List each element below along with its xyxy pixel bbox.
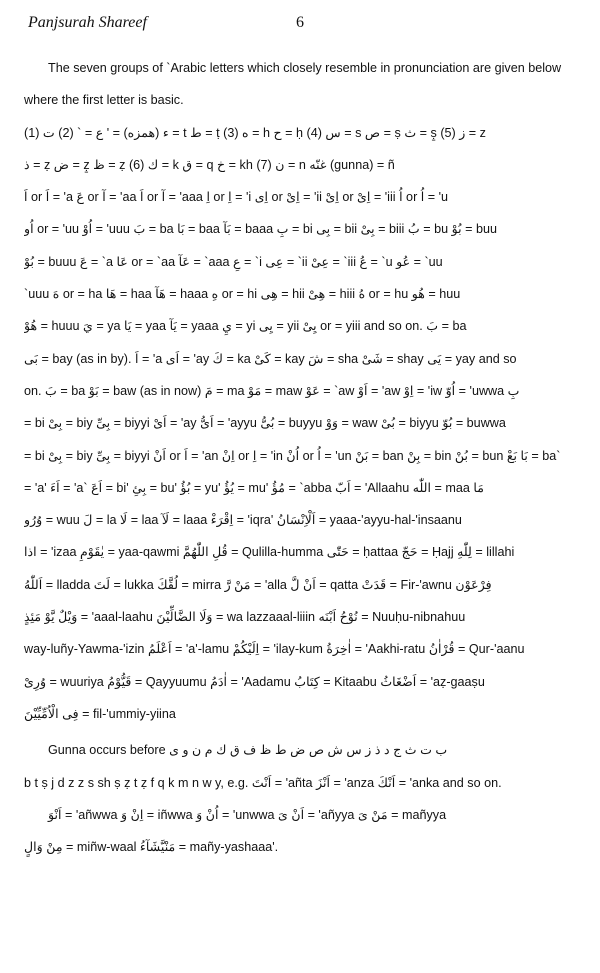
text-line: on. بَ = ba بَوْ = baw (as in now) مَ = ma مَوْ = maw عَوْ = `aw اَوْ = 'aw اِوْ = 'iw اُوّ = 'uwwa بِ [24, 383, 520, 398]
text-line: اَللّٰهُ = lladda لَتَ = lukka لُقَّكَ = mirra مَنْ رَّ = 'alla اَنْ لَّ = qatta قَدَتْ = Fir-'awnu فِرْعَوْن [24, 577, 492, 592]
text-line: = bi بِیْ = biy بِیِّ = biyyi اَنْ or اَ = 'an اِنْ or اِ = 'in اُنْ or اُ = 'un بَنْ = ban بِنْ = bin بُنْ = bun بَا بَعْ = ba` [24, 448, 561, 463]
text-line: where the first letter is basic. [24, 93, 184, 108]
text-line: Gunna occurs before ب ت ث ج د ذ ز س ش ص ض ط ظ ف ق ك م ن و ی [48, 743, 448, 758]
text-line: اَ or اَ = 'a عَ or آ = 'aa اَ or آ = 'aaa اِ or اِ = 'i اِی or اِیْ = 'ii اِیْ or اِیْ = 'iii اُ or اُ = 'u [24, 190, 449, 205]
text-line: بَی = bay (as in by). اَ = 'a اَی = 'ay كَ = ka كَیْ = kay شَ = sha شَیْ = shay يَی = yay and so [24, 351, 517, 366]
text-line: b t ṣ j d z z s sh ṣ ẓ t ẓ f q k m n w y, e.g. اَنْتَ = 'añta اَنْزَ = 'anza اَنْكَ = 'anka and so on. [24, 775, 502, 790]
page-header [28, 14, 578, 38]
text-line: فِی الْاُمِّيِّيْنَ = fil-'ummiy-yiina [24, 706, 176, 721]
text-line: اُو or = 'uu اُوْ = 'uuu بَ = ba بَا = baa بَآ = baaa بِ = bi بِی = bii بِیْ = biii بُ = bu بُوْ = buu [24, 222, 497, 237]
text-line: way-luñy-Yawma-'izin اَعْلَمُ = 'a'-lamu اِلَيْكُمْ = 'ilay-kum اٰخِرَةُ = 'Aakhi-ratu قُرْاٰنُ = Qur-'aanu [24, 642, 525, 657]
text-line: اَنْوَ = 'añwwa اِنْ وَ = iñwwa اُنْ وَ = 'unwwa اَنْ یَ = 'añyya مَنْ یَ = mañyya [48, 807, 447, 822]
text-line: وُرِیْ = wuuriya قَيُّوْمُ = Qayyuumu اٰدَمُ = 'Aadamu كِتَابُ = Kitaabu اَضْغَاثُ = 'aẓ-gaaṣu [24, 674, 485, 689]
text-line: وَيْلٌ يَّوْ مَئِذٍ = 'aaal-laahu وَلَا الضَّالِّيْنَ = wa lazzaaal-liiin نُوْحُ اَبْنَه = Nuuḥu-nibnahuu [24, 610, 466, 625]
text-line: (1) ء (همزه) = ' ع = ` (2) ت = t ط = ṭ (3) ه = h ح = ḥ (4) س = s ص = ṣ ث = ṣ̱ (5) ز = z [24, 125, 486, 140]
text-line: `uuu هَ or = ha هَا = haa هَآ = haaa هِ or = hi هِی = hii هِیْ = hiii هُ or = hu هُو = huu [24, 287, 461, 302]
text-line: The seven groups of `Arabic letters which closely resemble in pronunciation are given below [48, 61, 562, 75]
text-line: اذا = 'izaa يٰقَوْمِ = yaa-qawmi قُلِ اللّٰهُمَّ = Qulilla-humma حَتّٰى = ḥattaa حَجّ = Ḥajj لِلّٰهِ = lillahi [24, 545, 515, 560]
text-line: وُرُو = wuu لَ = la لَا = laa لَآ = laaa اِقْرَءْ = 'iqra' اَلْاِنْسَانُ = yaaa-'ayyu-hal-'insaanu [24, 513, 462, 528]
text-line: هُوْ = huuu يَ = ya يَا = yaa يَآ = yaaa يِ = yi يِی = yii يِیْ or = yiii and so on. بَ = ba [24, 319, 467, 334]
text-line: ذ = ẓ ض = ẓ̱ ظ = ẓ (6) ك = k ق = q خ = kh (7) ن = n غنّه (gunna) = ñ [24, 157, 395, 172]
running-title: Panjsurah Shareef [28, 14, 147, 31]
body-text [24, 52, 580, 863]
text-line: = 'a' اَءَ = 'a` اَعَ = bi' بِئِ = bu' بُؤُ = yu' يُؤُ = mu' مُؤُ = `abba اَبّ = 'Allaahu اللّٰه = maa مَا [24, 480, 484, 495]
page-number: 6 [296, 14, 304, 31]
text-line: بُوْ = buuu عَ = `a عَا or = `aa عَآ = `aaa عِ = `i عِی = `ii عِیْ = `iii عُ = `u عُو = `uu [24, 254, 443, 269]
text-line: مِنْ وَالٍ = miñw-waal مَنْيَّشَآءُ = mañy-yashaaa'. [24, 840, 279, 855]
text-line: = bi بِیْ = biy بِیِّ = biyyi اَیْ = 'ay اَیُّ = 'ayyu بُیُّ = buyyu وَوْ = waw بُیْ = biyyu بُوّ = buwwa [24, 416, 506, 431]
